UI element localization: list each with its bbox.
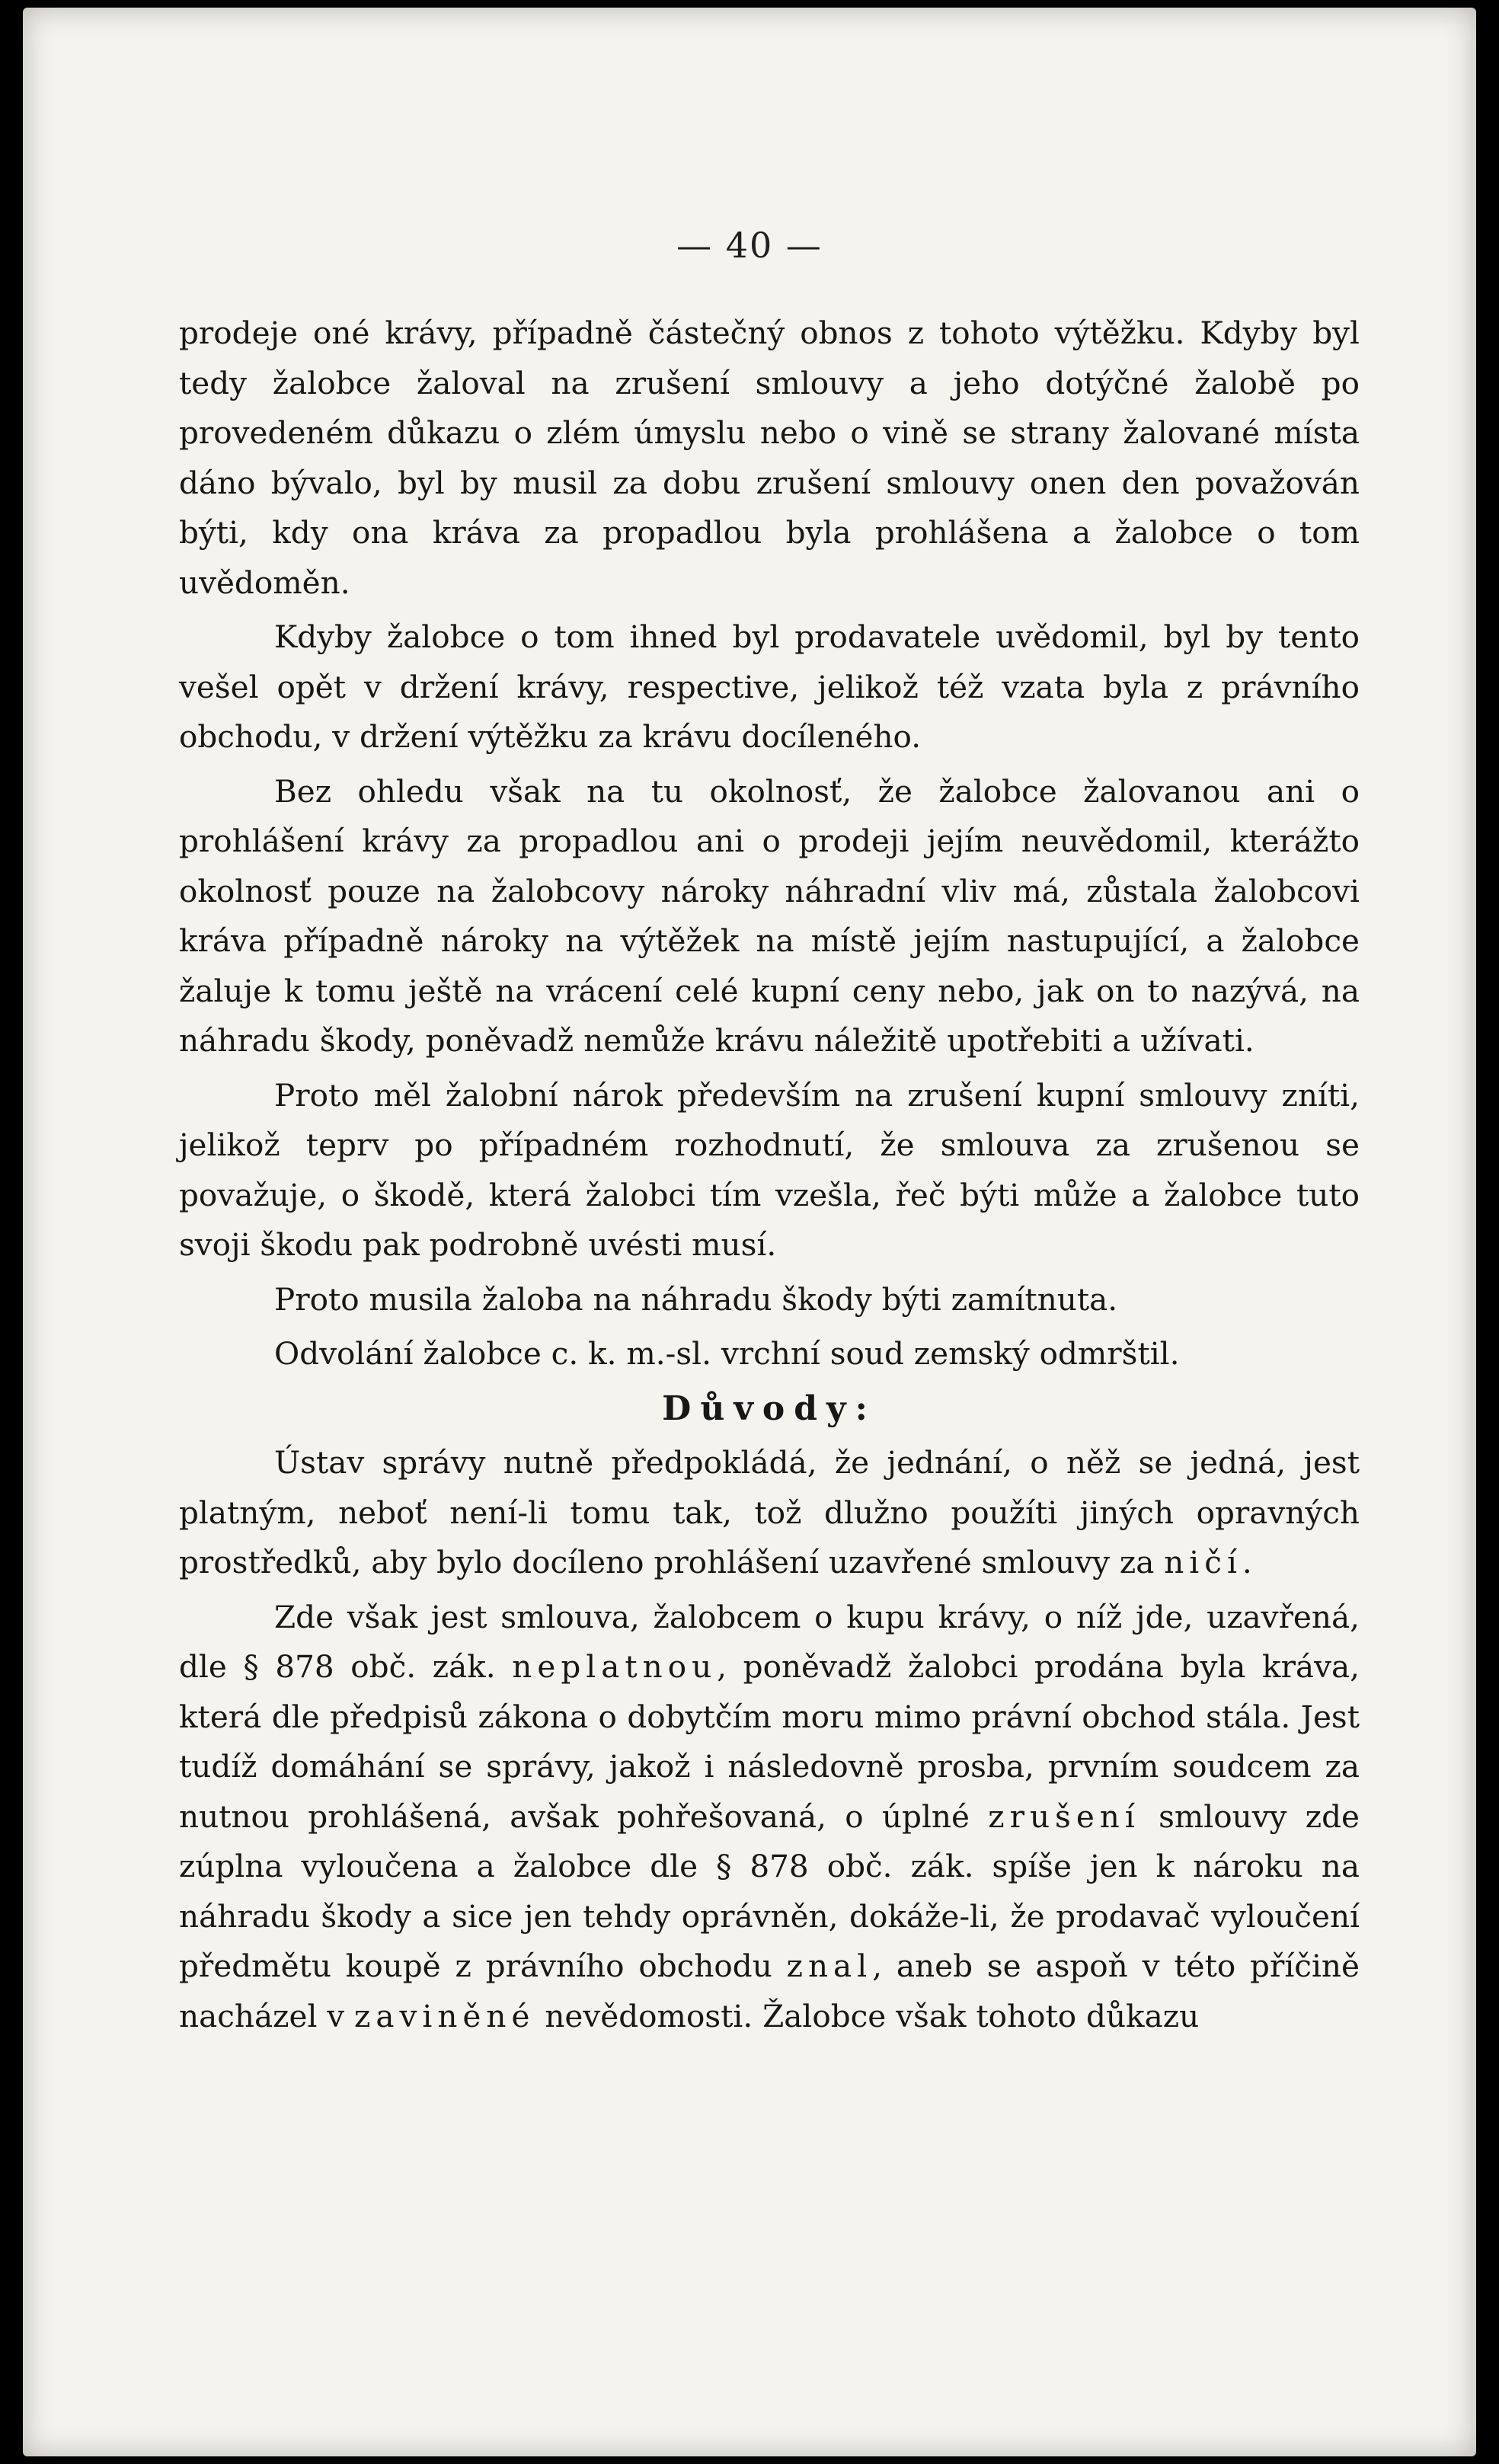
- body-text: [179, 308, 1360, 2041]
- paragraph-4: Proto měl žalobní nárok především na zrušení kupní smlouvy zníti, jelikož teprv po případném rozhodnutí, že smlouva za zrušenou se považuje, o škodě, která žalobci tím vzešla, řeč býti může a žalobce tuto svoji škodu pak podrobně uvésti musí.: [179, 1076, 1360, 1263]
- emphasis-text: znal: [786, 1948, 873, 1984]
- paragraph-7-text: Ústav správy nutně předpokládá, že jednání, o něž se jedná, jest platným, neboť není-li tomu tak, tož dlužno použíti jiných opravných prostředků, aby bylo docíleno prohlášení uzavřené smlouvy za: [179, 1444, 1360, 1580]
- emphasis-text: ničí: [1164, 1544, 1242, 1580]
- paragraph-7: [179, 1438, 1360, 1588]
- emphasis-text: neplatnou: [512, 1648, 718, 1685]
- emphasis-text: zrušení: [988, 1798, 1140, 1835]
- paragraph-8-text-a: Zde však jest smlouva, žalobcem o kupu krávy, o níž jde, uzavřená, dle § 878 obč. zák.: [179, 1598, 1360, 1685]
- paragraph-2: Kdyby žalobce o tom ihned byl prodavatele uvědomil, byl by tento vešel opět v držení krávy, respective, jelikož též vzata byla z právního obchodu, v držení výtěžku za krávu docíleného.: [179, 618, 1360, 755]
- page-number: — 40 —: [676, 225, 823, 266]
- paragraph-7-end: .: [1242, 1544, 1252, 1580]
- paragraph-5: Proto musila žaloba na náhradu škody býti zamítnuta.: [274, 1280, 1118, 1318]
- paragraph-8-text-b: , poněvadž žalobci prodána byla kráva, která dle předpisů zákona o dobytčím moru mimo právní obchod stála. Jest tudíž domáhání se správy, jakož i následovně prosba, prvním soudcem za nutnou prohlášená, avšak pohřešovaná, o úplné: [179, 1648, 1360, 1835]
- paragraph-3: Bez ohledu však na tu okolnosť, že žalobce žalovanou ani o prohlášení krávy za propadlou ani o prodeji jejím neuvědomil, kterážto okolnosť pouze na žalobcovy nároky náhradní vliv má, zůstala žalobcovi kráva případně nároky na výtěžek na místě jejím nastupující, a žalobce žaluje k tomu ještě na vrácení celé kupní ceny nebo, jak on to nazývá, na náhradu škody, poněvadž nemůže krávu náležitě upotřebiti a užívati.: [179, 772, 1360, 1059]
- section-heading: Důvody:: [662, 1389, 877, 1428]
- paragraph-8-text-d: , aneb se aspoň v této příčině nacházel v: [179, 1948, 1360, 2034]
- paragraph-8-text-e: nevědomosti. Žalobce však tohoto důkazu: [535, 1997, 1200, 2034]
- emphasis-text: zaviněné: [354, 1997, 535, 2034]
- document-page: [23, 8, 1476, 2456]
- paragraph-8: [179, 1593, 1360, 2042]
- paragraph-8-text-c: smlouvy zde zúplna vyloučena a žalobce dle § 878 obč. zák. spíše jen k nároku na náhradu škody a sice jen tehdy oprávněn, dokáže-li, že prodavač vyloučení předmětu koupě z právního obchodu: [179, 1798, 1360, 1984]
- paragraph-6: Odvolání žalobce c. k. m.-sl. vrchní soud zemský odmrštil.: [274, 1335, 1180, 1372]
- paragraph-1: prodeje oné krávy, případně částečný obnos z tohoto výtěžku. Kdyby byl tedy žalobce žaloval na zrušení smlouvy a jeho dotýčné žalobě po provedeném důkazu o zlém úmyslu nebo o vině se strany žalované místa dáno bývalo, byl by musil za dobu zrušení smlouvy onen den považován býti, kdy ona kráva za propadlou byla prohlášena a žalobce o tom uvědoměn.: [179, 315, 1360, 601]
